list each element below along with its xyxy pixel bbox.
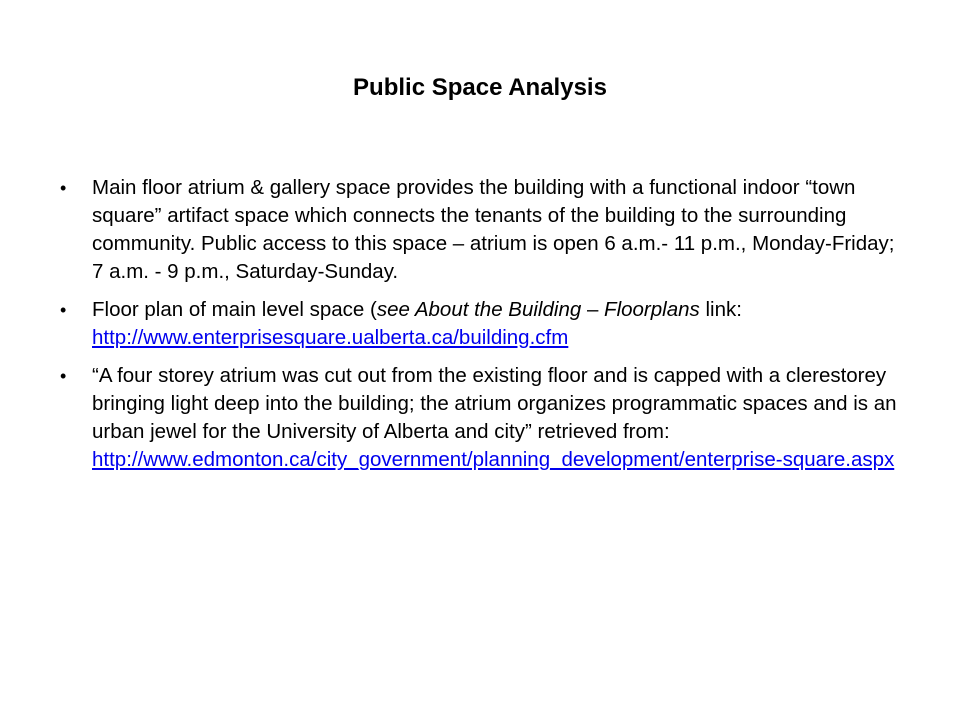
- bullet-icon: •: [60, 366, 67, 386]
- bullet-item-atrium: [60, 174, 910, 286]
- bullet-text: “A four storey atrium was cut out from the existing floor and is capped with a clerestorey bringing light deep into the building; the atrium organizes programmatic spaces and is an urban jewel for the University of Alberta and city” retrieved from:: [92, 364, 897, 443]
- bullet-icon: •: [60, 300, 67, 320]
- bullet-list: [60, 174, 910, 484]
- floorplan-link[interactable]: http://www.enterprisesquare.ualberta.ca/building.cfm: [92, 326, 569, 349]
- bullet-icon: •: [60, 178, 67, 198]
- bullet-text-middle: –: [581, 298, 605, 321]
- bullet-text: Main floor atrium & gallery space provides the building with a functional indoor “town square” artifact space which connects the tenants of the building to the surrounding community. Public access to this space – atrium is open 6 a.m.- 11 p.m., Monday-Friday; 7 a.m. - 9 p.m., Saturday-Sunday.: [92, 176, 895, 283]
- bullet-item-floor-plan: [60, 296, 910, 352]
- bullet-item-atrium-quote: [60, 362, 910, 474]
- slide-title: Public Space Analysis: [353, 74, 607, 101]
- bullet-text-before: Floor plan of main level space (: [92, 298, 377, 321]
- edmonton-link[interactable]: http://www.edmonton.ca/city_government/planning_development/enterprise-square.aspx: [92, 448, 895, 471]
- bullet-text-after: link:: [699, 298, 742, 321]
- bullet-italic-about-building: see About the Building: [376, 298, 582, 321]
- bullet-italic-floorplans: Floorplans: [604, 298, 700, 321]
